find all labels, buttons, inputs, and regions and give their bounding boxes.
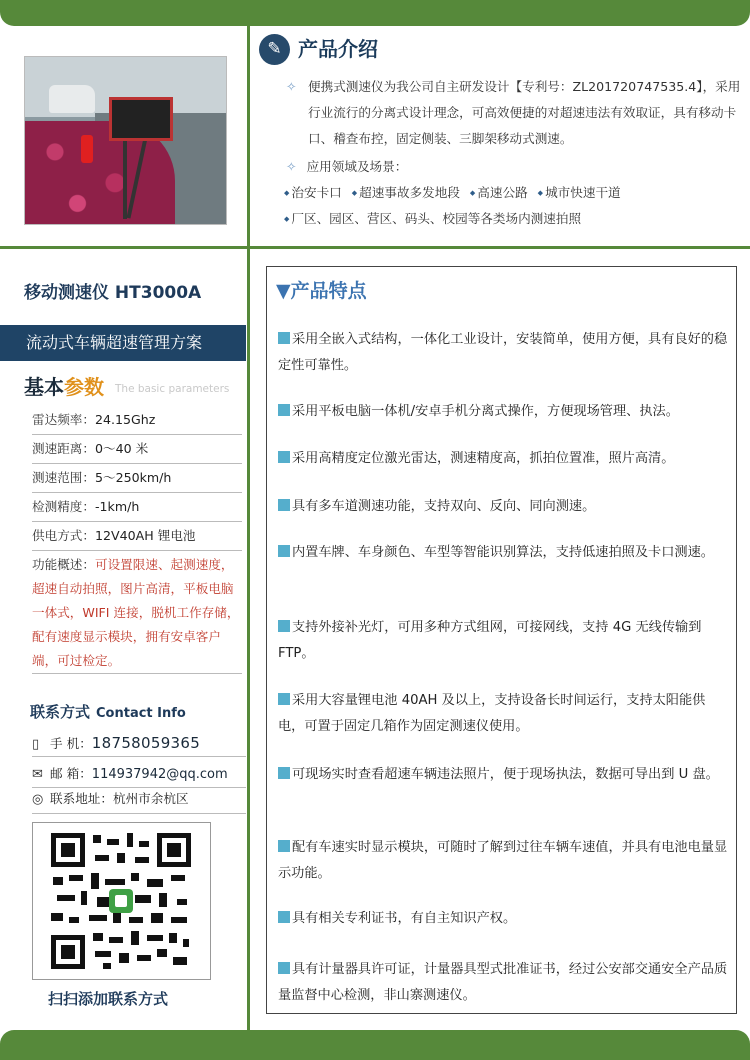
param-row: 雷达频率：24.15Ghz (32, 406, 242, 435)
divider-vertical-top (247, 26, 250, 246)
scene-list (284, 180, 744, 232)
intro-paragraph: ✧ 便携式测速仪为我公司自主研发设计【专利号：ZL201720747535.4】，采用行业流行的分离式设计理念，可高效便捷的对超速违法有效取证，具有移动卡口、稽查布控，固定侧装、三脚架移动式测速。 (286, 79, 741, 146)
basic-params-title: 基本参数 (24, 375, 104, 399)
features-title: ▼产品特点 (276, 280, 367, 302)
scene-item: ◆ 超速事故多发地段 (352, 185, 460, 200)
contact-title: 联系方式 Contact Info (30, 703, 186, 721)
feature-item: 具有计量器具许可证，计量器具型式批准证书，经过公安部交通安全产品质量监督中心检测，非山寨测速仪。 (278, 962, 728, 1003)
scene-item: ◆ 高速公路 (470, 185, 528, 200)
params-list (32, 406, 242, 674)
scene-item: ◆ 治安卡口 (284, 185, 342, 200)
intro-title: 产品介绍 (298, 37, 378, 61)
feature-item: 可现场实时查看超速车辆违法照片，便于现场执法，数据可导出到 U 盘。 (278, 762, 728, 788)
param-row: 供电方式：12V40AH 锂电池 (32, 522, 242, 551)
divider-vertical-bottom (247, 249, 250, 1030)
qr-caption: 扫扫添加联系方式 (48, 990, 169, 1008)
phone-icon: ▯ (32, 737, 40, 752)
feature-item: 采用平板电脑一体机/安卓手机分离式操作，方便现场管理、执法。 (278, 399, 728, 425)
mail-icon: ✉ (32, 767, 43, 782)
contact-phone: ▯ 手 机：18758059365 (32, 728, 246, 757)
contact-email: ✉ 邮 箱：114937942@qq.com (32, 759, 246, 788)
location-pin-icon: ◎ (32, 792, 44, 807)
scene-item: ◆ 城市快速干道 (538, 185, 621, 200)
scene-label: ✧ 应用领域及场景： (286, 159, 408, 174)
param-row: 测速范围：5～250km/h (32, 464, 242, 493)
model-title: 移动测速仪 HT3000A (24, 283, 202, 303)
feature-item: 具有相关专利证书，有自主知识产权。 (278, 906, 728, 932)
divider-horizontal (0, 246, 750, 249)
scene-item: ◆ 厂区、园区、营区、码头、校园等各类场内测速拍照 (284, 211, 581, 226)
feature-item: 采用高精度定位激光雷达，测速精度高，抓拍位置准，照片高清。 (278, 446, 728, 472)
feature-item: 采用大容量锂电池 40AH 及以上，支持设备长时间运行，支持太阳能供电，可置于固定几箱作为固定测速仪使用。 (278, 693, 706, 734)
basic-params-subtitle: The basic parameters (115, 383, 230, 395)
top-bar (0, 0, 750, 26)
param-row: 检测精度：-1km/h (32, 493, 242, 522)
feature-item: 具有多车道测速功能，支持双向、反向、同向测速。 (278, 494, 728, 520)
pencil-icon: ✎ (259, 34, 290, 65)
feature-item: 内置车牌、车身颜色、车型等智能识别算法，支持低速拍照及卡口测速。 (278, 540, 728, 566)
solution-banner: 流动式车辆超速管理方案 (0, 325, 246, 361)
product-photo (24, 56, 227, 225)
function-overview: 功能概述：可设置限速、起测速度，超速自动拍照，图片高清，平板电脑一体式，WIFI 连接，脱机工作存储，配有速度显示模块，拥有安卓客户端，可过检定。 (32, 551, 242, 674)
contact-address: ◎ 联系地址：杭州市余杭区 (32, 785, 246, 814)
feature-item: 采用全嵌入式结构，一体化工业设计，安装简单，使用方便，具有良好的稳定性可靠性。 (278, 332, 728, 373)
bottom-bar (0, 1030, 750, 1060)
param-row: 测速距离：0～40 米 (32, 435, 242, 464)
feature-item: 支持外接补光灯，可用多种方式组网，可接网线，支持 4G 无线传输到 FTP。 (278, 620, 702, 661)
qr-code (32, 822, 211, 980)
feature-item: 配有车速实时显示模块，可随时了解到过往车辆车速值，并具有电池电量显示功能。 (278, 840, 728, 881)
